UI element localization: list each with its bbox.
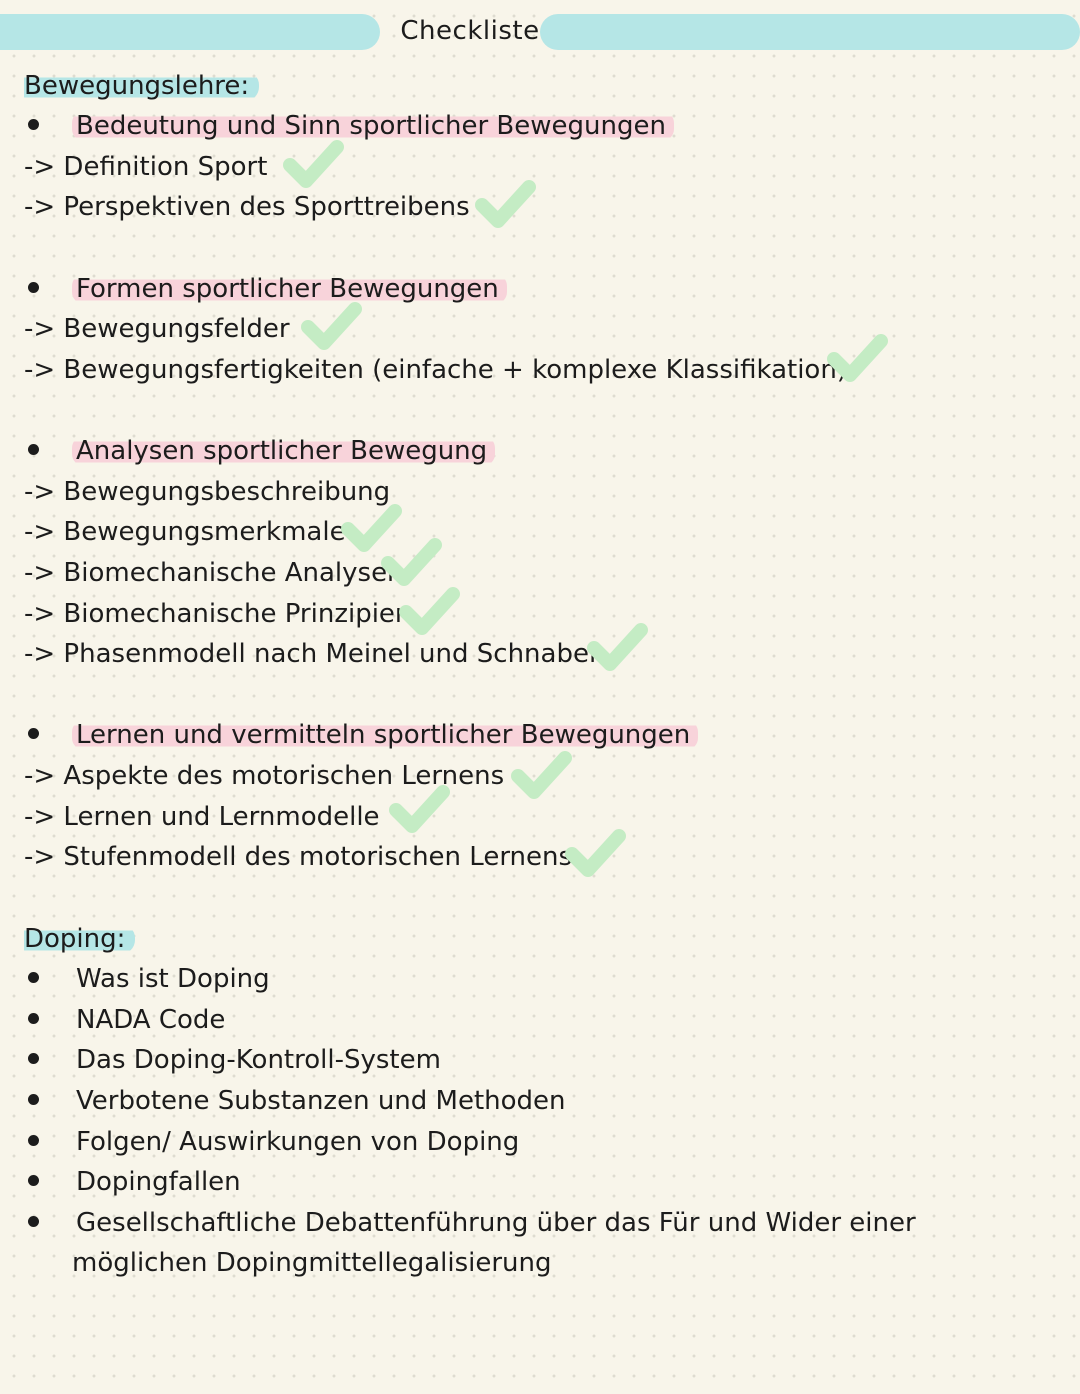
bullet-icon <box>28 1013 39 1024</box>
group-title-label: Formen sportlicher Bewegungen <box>72 274 507 304</box>
checklist-item: -> Stufenmodell des motorischen Lernens <box>24 842 573 872</box>
green-check-icon <box>282 139 344 191</box>
checklist-item: -> Biomechanische Prinzipien <box>24 599 412 629</box>
doping-item <box>24 1040 441 1080</box>
bullet-icon <box>28 972 39 983</box>
checklist-item: -> Biomechanische Analysen <box>24 558 404 588</box>
checklist-item: -> Perspektiven des Sporttreibens <box>24 192 470 222</box>
bullet-icon <box>28 1175 39 1186</box>
bullet-icon <box>28 119 39 130</box>
green-check-icon <box>300 301 362 353</box>
doping-item <box>24 1162 241 1202</box>
checklist-item: -> Bewegungsbeschreibung <box>24 477 391 507</box>
bullet-icon <box>28 282 39 293</box>
bullet-icon <box>28 444 39 455</box>
group-title-lernen <box>24 715 698 755</box>
doping-item <box>24 1081 566 1121</box>
bullet-icon <box>28 728 39 739</box>
green-check-icon <box>826 333 888 385</box>
doping-item <box>24 1203 916 1243</box>
checklist-item: -> Bewegungsfelder <box>24 314 290 344</box>
section-heading-bewegungslehre <box>24 66 259 106</box>
checklist-item: -> Phasenmodell nach Meinel und Schnabel <box>24 639 597 669</box>
bullet-icon <box>28 1216 39 1227</box>
section-heading-doping <box>24 919 135 959</box>
group-title-formen <box>24 269 507 309</box>
page-title: Checkliste <box>400 16 540 46</box>
doping-item-label: Was ist Doping <box>76 964 270 994</box>
green-check-icon <box>586 622 648 674</box>
section-heading-label: Bewegungslehre: <box>24 71 259 101</box>
bullet-icon <box>28 1135 39 1146</box>
group-title-label: Analysen sportlicher Bewegung <box>72 436 495 466</box>
doping-item <box>24 959 270 999</box>
green-check-icon <box>474 179 536 231</box>
checklist-item: -> Aspekte des motorischen Lernens <box>24 761 505 791</box>
doping-item <box>24 1122 519 1162</box>
doping-item-label: Das Doping-Kontroll-System <box>76 1045 441 1075</box>
section-heading-label: Doping: <box>24 924 135 954</box>
doping-item <box>24 1000 225 1040</box>
green-check-icon <box>388 784 450 836</box>
doping-item-continuation: möglichen Dopingmittellegalisierung <box>72 1248 552 1278</box>
green-check-icon <box>510 750 572 802</box>
checklist-item: -> Lernen und Lernmodelle <box>24 802 380 832</box>
doping-item-label: Folgen/ Auswirkungen von Doping <box>76 1127 520 1157</box>
group-title-label: Bedeutung und Sinn sportlicher Bewegungen <box>72 111 674 141</box>
group-title-bedeutung <box>24 106 674 146</box>
bullet-icon <box>28 1053 39 1064</box>
doping-item-label: Dopingfallen <box>76 1167 241 1197</box>
checklist-item: -> Bewegungsmerkmale <box>24 517 346 547</box>
checklist-item: -> Bewegungsfertigkeiten (einfache + komplexe Klassifikation) <box>24 355 847 385</box>
green-check-icon <box>564 828 626 880</box>
group-title-analysen <box>24 431 495 471</box>
checklist-item: -> Definition Sport <box>24 152 268 182</box>
doping-item-label: NADA Code <box>76 1005 226 1035</box>
group-title-label: Lernen und vermitteln sportlicher Bewegungen <box>72 720 698 750</box>
green-check-icon <box>398 586 460 638</box>
green-check-icon <box>380 537 442 589</box>
doping-item-label: Verbotene Substanzen und Methoden <box>76 1086 566 1116</box>
doping-item-label: Gesellschaftliche Debattenführung über das Für und Wider einer <box>76 1208 916 1238</box>
bullet-icon <box>28 1094 39 1105</box>
